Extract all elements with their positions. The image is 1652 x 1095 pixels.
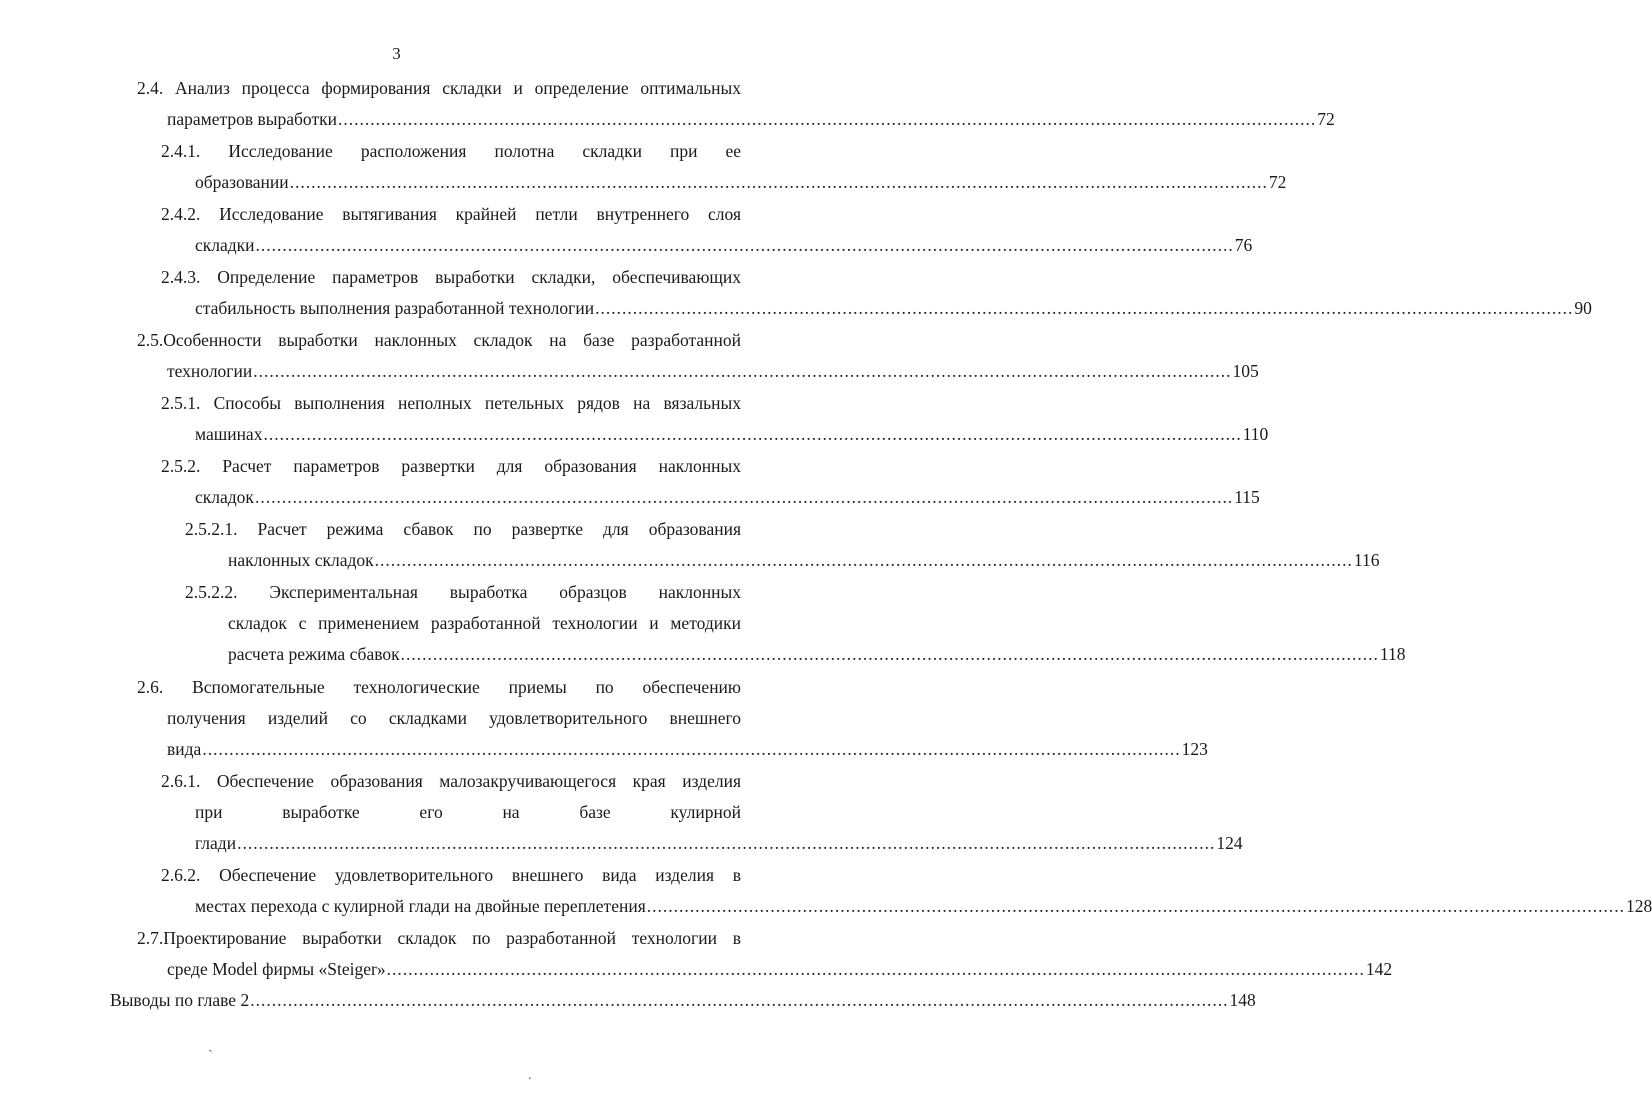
toc-2-4-1-line2: образовании ...................................................................................................................................................................................... 72 — [195, 172, 1287, 192]
toc-2-4-2-line2: складки ...................................................................................................................................................................................... 76 — [195, 235, 1253, 255]
toc-page-number: 76 — [1234, 235, 1253, 255]
toc-2-5-1-line2: машинах ...................................................................................................................................................................................... 110 — [195, 424, 1269, 444]
toc-2-6-line3: вида ...................................................................................................................................................................................... 123 — [167, 739, 1208, 759]
toc-2-6-1-line2: при выработке его на базе кулирной — [195, 802, 741, 822]
toc-page-number: 123 — [1181, 739, 1208, 759]
toc-2-5-2-1-line1: 2.5.2.1. Расчет режима сбавок по развертке для образования — [185, 519, 741, 539]
toc-2-5-line2: технологии ...................................................................................................................................................................................... 105 — [167, 361, 1259, 381]
toc-2-6-2-line2: местах перехода с кулирной глади на двойные переплетения ...................................................................................................................................................................................... 128 — [195, 896, 1652, 916]
toc-2-4-3-line2: стабильность выполнения разработанной технологии ...................................................................................................................................................................................... 90 — [195, 298, 1592, 318]
scan-speck: . — [528, 1068, 532, 1083]
toc-2-4-line1: 2.4. Анализ процесса формирования складки и определение оптимальных — [137, 78, 742, 98]
toc-page-number: 90 — [1574, 298, 1592, 318]
toc-conclusions: Выводы по главе 2 ...................................................................................................................................................................................... 148 — [110, 990, 1256, 1010]
toc-2-7-line1: 2.7.Проектирование выработки складок по разработанной технологии в — [137, 928, 741, 948]
scan-speck: ˏ — [208, 1038, 213, 1053]
toc-2-4-2-line1: 2.4.2. Исследование вытягивания крайней петли внутреннего слоя — [161, 204, 741, 224]
toc-2-6-1-line3: глади ...................................................................................................................................................................................... 124 — [195, 833, 1243, 853]
toc-page-number: 72 — [1317, 109, 1335, 129]
toc-page-number: 105 — [1232, 361, 1259, 381]
toc-2-6-line2: получения изделий со складками удовлетворительного внешнего — [167, 708, 741, 728]
toc-page-number: 118 — [1379, 644, 1406, 664]
toc-page-number: 116 — [1353, 550, 1380, 570]
toc-2-5-2-2-line3: расчета режима сбавок ...................................................................................................................................................................................... 118 — [228, 644, 1406, 664]
page-number: 3 — [392, 44, 401, 63]
toc-page-number: 115 — [1234, 487, 1260, 507]
toc-page-number: 128 — [1626, 896, 1652, 916]
toc-2-4-1-line1: 2.4.1. Исследование расположения полотна складки при ее — [161, 141, 742, 161]
toc-page-number: 124 — [1216, 833, 1243, 853]
toc-page-number: 110 — [1242, 424, 1269, 444]
toc-2-5-2-line1: 2.5.2. Расчет параметров развертки для образования наклонных — [161, 456, 741, 476]
toc-2-6-line1: 2.6. Вспомогательные технологические приемы по обеспечению — [137, 677, 742, 697]
toc-2-5-2-line2: складок ...................................................................................................................................................................................... 115 — [195, 487, 1260, 507]
toc-page-number: 72 — [1268, 172, 1287, 192]
toc-2-5-2-2-line1: 2.5.2.2. Экспериментальная выработка образцов наклонных — [185, 582, 742, 602]
toc-2-6-1-line1: 2.6.1. Обеспечение образования малозакручивающегося края изделия — [161, 771, 741, 791]
toc-2-5-2-2-line2: складок с применением разработанной технологии и методики — [228, 613, 741, 633]
toc-2-5-line1: 2.5.Особенности выработки наклонных складок на базе разработанной — [137, 330, 741, 350]
toc-2-5-1-line1: 2.5.1. Способы выполнения неполных петельных рядов на вязальных — [161, 393, 742, 413]
toc-2-4-line2: параметров выработки ...................................................................................................................................................................................... 72 — [167, 109, 1335, 129]
toc-2-6-2-line1: 2.6.2. Обеспечение удовлетворительного внешнего вида изделия в — [161, 865, 742, 885]
toc-page-number: 142 — [1365, 959, 1393, 979]
toc-page-number: 148 — [1229, 990, 1256, 1010]
toc-2-7-line2: среде Model фирмы «Steiger» ...................................................................................................................................................................................... 142 — [167, 959, 1393, 979]
toc-2-5-2-1-line2: наклонных складок ...................................................................................................................................................................................... 116 — [228, 550, 1380, 570]
toc-2-4-3-line1: 2.4.3. Определение параметров выработки складки, обеспечивающих — [161, 267, 741, 287]
